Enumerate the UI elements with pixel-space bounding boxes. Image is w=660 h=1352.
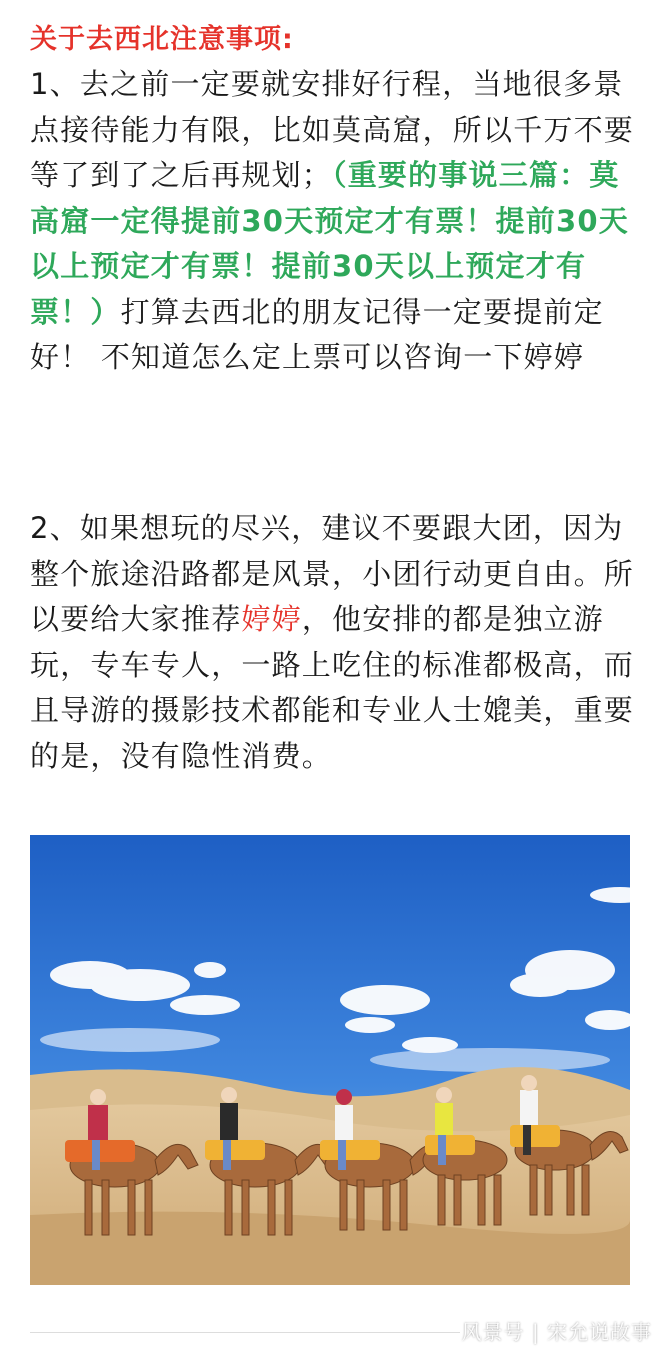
paragraph-2-text-b: ，他安排的都是独立游玩，专车专人，一路上吃住的标准都极高，而且导游的摄影技术都能和专业人士媲美，重要的是，没有隐性消费。 — [30, 602, 635, 773]
paragraph-1-text-b: 打算去西北的朋友记得一定要提前定好！ 不知道怎么定上票可以咨询一下 — [30, 294, 604, 374]
watermark: 风景号 | 宋允说故事 — [461, 1320, 652, 1344]
paragraph-1-text-a: 1、去之前一定要就安排好行程，当地很多景点接待能力有限，比如莫高窟，所以千万不要等了到了之后再规划； — [30, 67, 635, 192]
paragraph-1 — [30, 62, 636, 381]
paragraph-1-highlight: （重要的事说三篇：莫高窟一定得提前30天预定才有票！提前30天以上预定才有票！提前30天以上预定才有票！） — [30, 158, 629, 329]
paragraph-2-name: 婷婷 — [241, 602, 302, 636]
paragraph-1-name: 婷婷 — [523, 340, 585, 374]
footer-divider — [30, 1332, 460, 1333]
paragraph-2 — [30, 506, 636, 779]
article-title: 关于去西北注意事项: — [30, 24, 294, 55]
desert-camel-photo — [30, 835, 630, 1285]
paragraph-2-text-a: 2、如果想玩的尽兴，建议不要跟大团，因为整个旅途沿路都是风景，小团行动更自由。所以要给大家推荐 — [30, 511, 635, 636]
